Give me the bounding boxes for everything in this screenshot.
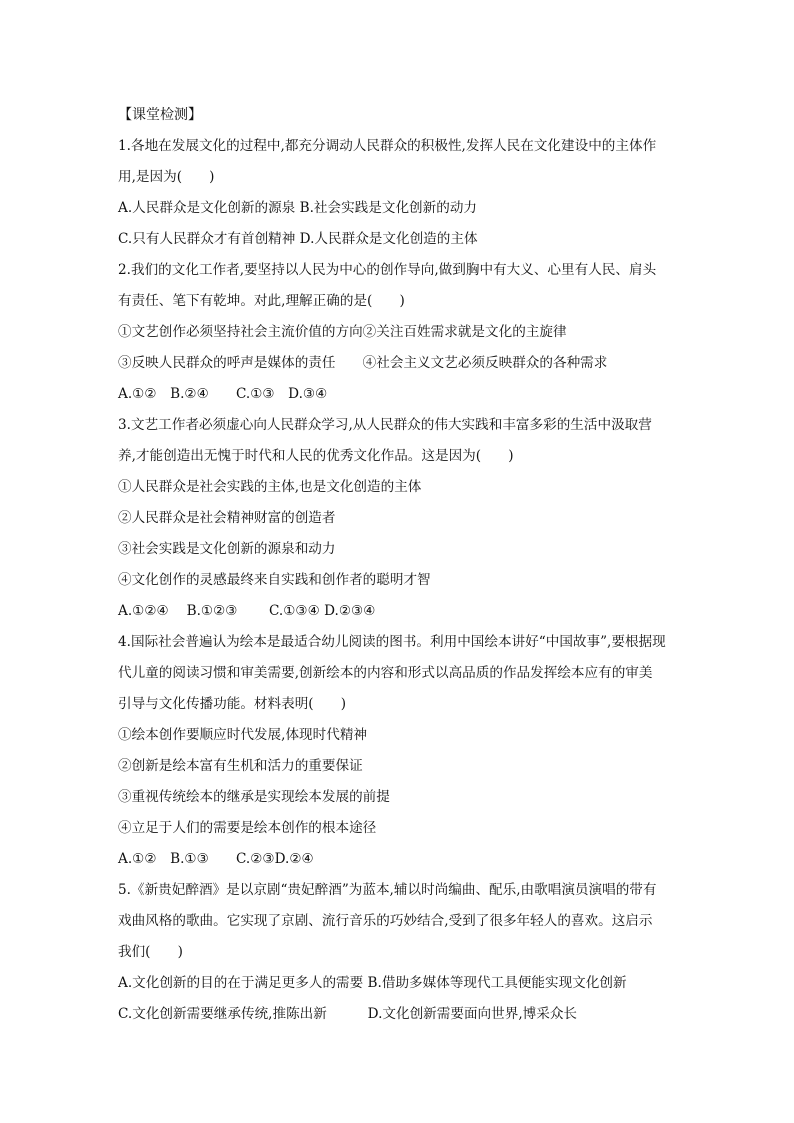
option-line: A.人民群众是文化创新的源泉 B.社会实践是文化创新的动力 xyxy=(118,200,478,216)
question-4 xyxy=(118,627,678,875)
option-line: A.①② B.①③ C.②③D.②④ xyxy=(118,851,314,867)
question-stem-line: 养,才能创造出无愧于时代和人民的优秀文化作品。这是因为( ) xyxy=(118,448,514,464)
option-line: C.只有人民群众才有首创精神 D.人民群众是文化创造的主体 xyxy=(118,231,478,247)
option-line: A.文化创新的目的在于满足更多人的需要 B.借助多媒体等现代工具便能实现文化创新 xyxy=(118,975,627,991)
question-1 xyxy=(118,131,678,255)
option-line: ④文化创作的灵感最终来自实践和创作者的聪明才智 xyxy=(118,572,431,588)
question-stem-line: 用,是因为( ) xyxy=(118,169,215,185)
option-line: ③反映人民群众的呼声是媒体的责任 ④社会主义文艺必须反映群众的各种需求 xyxy=(118,355,608,371)
question-stem-line: 引导与文化传播功能。材料表明( ) xyxy=(118,696,347,712)
option-line: C.文化创新需要继承传统,推陈出新 D.文化创新需要面向世界,博采众长 xyxy=(118,1006,578,1022)
option-line: ③社会实践是文化创新的源泉和动力 xyxy=(118,541,336,557)
option-line: ④立足于人们的需要是绘本创作的根本途径 xyxy=(118,820,377,836)
option-line: A.①②④ B.①②③ C.①③④ D.②③④ xyxy=(118,603,376,619)
option-line: ①绘本创作要顺应时代发展,体现时代精神 xyxy=(118,727,368,743)
option-line: ②人民群众是社会精神财富的创造者 xyxy=(118,510,336,526)
question-stem-line: 有责任、笔下有乾坤。对此,理解正确的是( ) xyxy=(118,293,405,309)
option-line: ①人民群众是社会实践的主体,也是文化创造的主体 xyxy=(118,479,422,495)
option-line: ①文艺创作必须坚持社会主流价值的方向②关注百姓需求就是文化的主旋律 xyxy=(118,324,567,340)
exercise-page xyxy=(118,100,678,1030)
question-stem-line: 2.我们的文化工作者,要坚持以人民为中心的创作导向,做到胸中有大义、心里有人民、肩头 xyxy=(118,262,657,278)
question-stem-line: 代儿童的阅读习惯和审美需要,创新绘本的内容和形式以高品质的作品发挥绘本应有的审美 xyxy=(118,665,653,681)
question-stem-line: 1.各地在发展文化的过程中,都充分调动人民群众的积极性,发挥人民在文化建设中的主体作 xyxy=(118,138,657,154)
question-5 xyxy=(118,875,678,1030)
question-stem-line: 5.《新贵妃醉酒》是以京剧“贵妃醉酒”为蓝本,辅以时尚编曲、配乐,由歌唱演员演唱的带有 xyxy=(118,882,657,898)
option-line: A.①② B.②④ C.①③ D.③④ xyxy=(118,386,328,402)
option-line: ③重视传统绘本的继承是实现绘本发展的前提 xyxy=(118,789,390,805)
question-stem-line: 戏曲风格的歌曲。它实现了京剧、流行音乐的巧妙结合,受到了很多年轻人的喜欢。这启示 xyxy=(118,913,653,929)
option-line: ②创新是绘本富有生机和活力的重要保证 xyxy=(118,758,363,774)
question-stem-line: 3.文艺工作者必须虚心向人民群众学习,从人民群众的伟大实践和丰富多彩的生活中汲取营 xyxy=(118,417,652,433)
section-title: 【课堂检测】 xyxy=(118,107,202,123)
question-stem-line: 我们( ) xyxy=(118,944,183,960)
question-3 xyxy=(118,410,678,627)
question-2 xyxy=(118,255,678,410)
question-stem-line: 4.国际社会普遍认为绘本是最适合幼儿阅读的图书。利用中国绘本讲好“中国故事”,要根据现 xyxy=(118,634,666,650)
